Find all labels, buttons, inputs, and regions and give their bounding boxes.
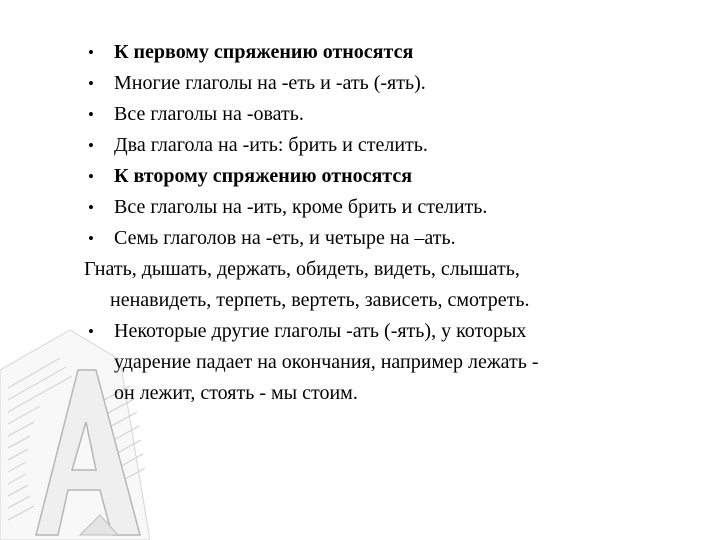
list-item [84, 99, 694, 130]
item-text: Два глагола на -ить: брить и стелить. [114, 134, 428, 156]
list-item [84, 130, 694, 161]
item-text-line: он лежит, стоять - мы стоим. [114, 382, 358, 404]
item-text: Многие глаголы на -еть и -ать (-ять). [114, 72, 426, 94]
item-text: Все глаголы на -ить, кроме брить и стелить. [114, 196, 488, 218]
bullet: • [88, 43, 94, 62]
list-item [84, 68, 694, 99]
item-text-line: ударение падает на окончания, например лежать - [114, 351, 539, 373]
bullet: • [88, 74, 94, 93]
item-text: К второму спряжению относятся [114, 165, 413, 187]
list-item [84, 223, 694, 254]
verb-list-paragraph [84, 254, 694, 316]
bullet: • [88, 198, 94, 217]
bullet: • [88, 229, 94, 248]
paragraph-line: ненавидеть, терпеть, вертеть, зависеть, смотреть. [110, 289, 530, 311]
list-item [84, 37, 694, 68]
paragraph-line: Гнать, дышать, держать, обидеть, видеть, слышать, [84, 258, 520, 280]
slide-content [84, 37, 694, 409]
item-text: К первому спряжению относятся [114, 41, 414, 63]
bullet: • [88, 105, 94, 124]
list-item [84, 161, 694, 192]
item-text: Все глаголы на -овать. [114, 103, 304, 125]
list-item [84, 316, 694, 409]
item-text: Семь глаголов на -еть, и четыре на –ать. [114, 227, 456, 249]
bullet: • [88, 167, 94, 186]
bullet: • [88, 136, 94, 155]
bullet: • [88, 322, 94, 341]
item-text-line: Некоторые другие глаголы -ать (-ять), у которых [114, 320, 527, 342]
list-item [84, 192, 694, 223]
